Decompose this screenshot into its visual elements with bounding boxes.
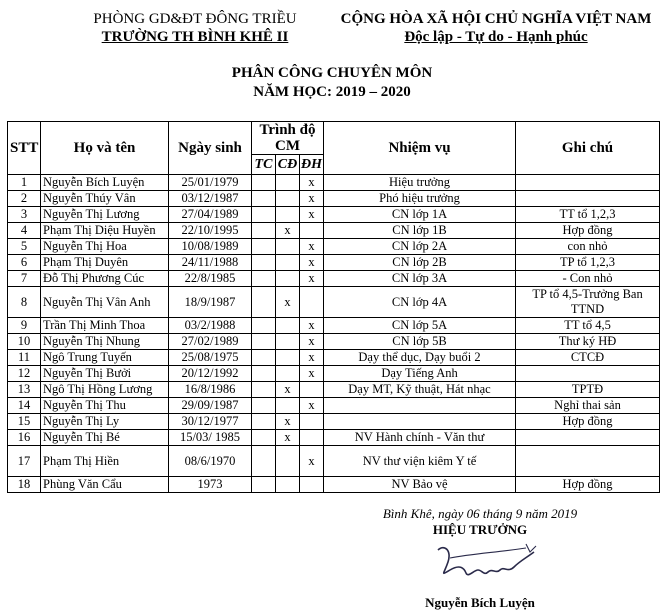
cell-duty: NV Hành chính - Văn thư — [324, 430, 516, 446]
cell-duty: CN lớp 2B — [324, 255, 516, 271]
table-row — [8, 446, 660, 477]
cell-dob: 20/12/1992 — [169, 366, 252, 382]
cell-duty: Phó hiệu trưởng — [324, 191, 516, 207]
table-row — [8, 414, 660, 430]
cell-cd — [276, 334, 300, 350]
table-row — [8, 350, 660, 366]
cell-note: - Con nhỏ — [516, 271, 660, 287]
cell-dh: x — [300, 191, 324, 207]
cell-tc — [252, 207, 276, 223]
cell-dob: 18/9/1987 — [169, 287, 252, 318]
cell-tc — [252, 287, 276, 318]
cell-dob: 25/08/1975 — [169, 350, 252, 366]
cell-duty: CN lớp 5B — [324, 334, 516, 350]
cell-dob: 30/12/1977 — [169, 414, 252, 430]
table-row — [8, 398, 660, 414]
cell-tc — [252, 446, 276, 477]
document-title: PHÂN CÔNG CHUYÊN MÔN — [231, 65, 433, 81]
cell-cd — [276, 175, 300, 191]
cell-note: Hợp đồng — [516, 223, 660, 239]
cell-dob: 25/01/1979 — [169, 175, 252, 191]
cell-note: con nhỏ — [516, 239, 660, 255]
cell-tc — [252, 366, 276, 382]
cell-name: Nguyễn Thị Nhung — [41, 334, 169, 350]
cell-stt: 16 — [8, 430, 41, 446]
cell-dh: x — [300, 271, 324, 287]
cell-note: TPTĐ — [516, 382, 660, 398]
cell-cd — [276, 255, 300, 271]
cell-duty: CN lớp 1A — [324, 207, 516, 223]
cell-dob: 10/08/1989 — [169, 239, 252, 255]
cell-stt: 3 — [8, 207, 41, 223]
cell-stt: 9 — [8, 318, 41, 334]
cell-name: Phạm Thị Duyên — [41, 255, 169, 271]
cell-name: Nguyễn Thị Vân Anh — [41, 287, 169, 318]
org-header — [70, 10, 320, 46]
table-row — [8, 430, 660, 446]
cell-cd: x — [276, 287, 300, 318]
cell-cd: x — [276, 382, 300, 398]
table-row — [8, 271, 660, 287]
cell-note: TT tổ 4,5 — [516, 318, 660, 334]
school-name: TRƯỜNG TH BÌNH KHÊ II — [101, 29, 289, 45]
cell-stt: 12 — [8, 366, 41, 382]
cell-tc — [252, 334, 276, 350]
place-date: Bình Khê, ngày 06 tháng 9 năm 2019 — [382, 506, 578, 521]
cell-note — [516, 175, 660, 191]
cell-cd — [276, 191, 300, 207]
table-body — [8, 175, 660, 493]
cell-tc — [252, 175, 276, 191]
cell-stt: 14 — [8, 398, 41, 414]
cell-cd — [276, 366, 300, 382]
school-year: NĂM HỌC: 2019 – 2020 — [253, 84, 411, 100]
cell-cd — [276, 477, 300, 493]
cell-note: TP tổ 4,5-Trưởng Ban TTND — [516, 287, 660, 318]
cell-dh: x — [300, 239, 324, 255]
cell-cd — [276, 239, 300, 255]
cell-note: CTCĐ — [516, 350, 660, 366]
handwritten-signature — [430, 540, 540, 595]
cell-stt: 13 — [8, 382, 41, 398]
cell-duty: CN lớp 1B — [324, 223, 516, 239]
cell-dh: x — [300, 175, 324, 191]
col-header-name: Họ và tên — [41, 122, 169, 175]
cell-name: Ngô Thị Hồng Lương — [41, 382, 169, 398]
cell-stt: 4 — [8, 223, 41, 239]
table-row — [8, 255, 660, 271]
cell-name: Nguyễn Thị Ly — [41, 414, 169, 430]
cell-dob: 08/6/1970 — [169, 446, 252, 477]
cell-duty: NV thư viện kiêm Y tế — [324, 446, 516, 477]
cell-dh — [300, 223, 324, 239]
signer-name: Nguyễn Bích Luyện — [425, 595, 535, 610]
cell-name: Nguyễn Thị Bưởi — [41, 366, 169, 382]
cell-note: Hợp đồng — [516, 414, 660, 430]
cell-dob: 22/8/1985 — [169, 271, 252, 287]
cell-dh — [300, 287, 324, 318]
cell-duty: CN lớp 5A — [324, 318, 516, 334]
signer-role: HIỆU TRƯỞNG — [432, 522, 528, 537]
cell-stt: 2 — [8, 191, 41, 207]
cell-name: Phạm Thị Diệu Huyền — [41, 223, 169, 239]
col-header-cd: CĐ — [276, 155, 300, 175]
cell-dob: 1973 — [169, 477, 252, 493]
cell-cd: x — [276, 414, 300, 430]
cell-name: Nguyễn Thị Thu — [41, 398, 169, 414]
cell-dob: 15/03/ 1985 — [169, 430, 252, 446]
assignment-table — [7, 121, 660, 493]
table-row — [8, 318, 660, 334]
cell-duty: Hiệu trưởng — [324, 175, 516, 191]
cell-stt: 1 — [8, 175, 41, 191]
cell-stt: 17 — [8, 446, 41, 477]
cell-name: Nguyễn Thị Bé — [41, 430, 169, 446]
cell-tc — [252, 223, 276, 239]
cell-dob: 27/04/1989 — [169, 207, 252, 223]
signature-block — [330, 506, 630, 538]
cell-note — [516, 366, 660, 382]
col-header-stt: STT — [8, 122, 41, 175]
cell-dh: x — [300, 334, 324, 350]
cell-dh — [300, 414, 324, 430]
cell-name: Nguyễn Thị Hoa — [41, 239, 169, 255]
col-header-dh: ĐH — [300, 155, 324, 175]
table-row — [8, 239, 660, 255]
table-row — [8, 477, 660, 493]
cell-cd: x — [276, 223, 300, 239]
cell-tc — [252, 398, 276, 414]
table-row — [8, 287, 660, 318]
cell-duty — [324, 414, 516, 430]
cell-dh: x — [300, 366, 324, 382]
cell-dob: 22/10/1995 — [169, 223, 252, 239]
cell-stt: 8 — [8, 287, 41, 318]
cell-cd — [276, 446, 300, 477]
cell-dob: 03/2/1988 — [169, 318, 252, 334]
cell-cd — [276, 398, 300, 414]
col-header-tc: TC — [252, 155, 276, 175]
table-row — [8, 175, 660, 191]
table-row — [8, 366, 660, 382]
cell-name: Đỗ Thị Phương Cúc — [41, 271, 169, 287]
cell-cd — [276, 318, 300, 334]
cell-tc — [252, 430, 276, 446]
cell-stt: 6 — [8, 255, 41, 271]
cell-note: Thư ký HĐ — [516, 334, 660, 350]
cell-dh — [300, 477, 324, 493]
cell-stt: 5 — [8, 239, 41, 255]
national-header — [326, 10, 664, 46]
cell-tc — [252, 477, 276, 493]
table-row — [8, 223, 660, 239]
cell-tc — [252, 318, 276, 334]
cell-stt: 15 — [8, 414, 41, 430]
cell-cd — [276, 350, 300, 366]
motto: Độc lập - Tự do - Hạnh phúc — [404, 29, 588, 45]
cell-tc — [252, 239, 276, 255]
cell-dh: x — [300, 350, 324, 366]
cell-name: Ngô Trung Tuyến — [41, 350, 169, 366]
country-name: CỘNG HÒA XÃ HỘI CHỦ NGHĨA VIỆT NAM — [340, 11, 652, 27]
cell-note: TT tổ 1,2,3 — [516, 207, 660, 223]
cell-note — [516, 430, 660, 446]
cell-tc — [252, 191, 276, 207]
table-row — [8, 191, 660, 207]
cell-dob: 24/11/1988 — [169, 255, 252, 271]
cell-dob: 29/09/1987 — [169, 398, 252, 414]
cell-cd — [276, 271, 300, 287]
col-header-duty: Nhiệm vụ — [324, 122, 516, 175]
col-header-note: Ghi chú — [516, 122, 660, 175]
cell-stt: 10 — [8, 334, 41, 350]
department-name: PHÒNG GD&ĐT ĐÔNG TRIỀU — [93, 11, 297, 27]
cell-cd: x — [276, 430, 300, 446]
cell-dob: 27/02/1989 — [169, 334, 252, 350]
cell-duty: Dạy thể dục, Dạy buổi 2 — [324, 350, 516, 366]
cell-name: Phạm Thị Hiền — [41, 446, 169, 477]
cell-stt: 18 — [8, 477, 41, 493]
cell-duty: NV Bảo vệ — [324, 477, 516, 493]
cell-stt: 11 — [8, 350, 41, 366]
cell-dh: x — [300, 398, 324, 414]
cell-dob: 03/12/1987 — [169, 191, 252, 207]
cell-name: Trần Thị Minh Thoa — [41, 318, 169, 334]
cell-dh: x — [300, 207, 324, 223]
cell-tc — [252, 382, 276, 398]
cell-tc — [252, 350, 276, 366]
table-row — [8, 382, 660, 398]
cell-duty: Dạy Tiếng Anh — [324, 366, 516, 382]
cell-tc — [252, 414, 276, 430]
cell-name: Nguyễn Thị Lương — [41, 207, 169, 223]
cell-note: TP tổ 1,2,3 — [516, 255, 660, 271]
table-row — [8, 207, 660, 223]
cell-note: Nghỉ thai sản — [516, 398, 660, 414]
cell-duty: CN lớp 2A — [324, 239, 516, 255]
cell-dh: x — [300, 318, 324, 334]
cell-name: Phùng Văn Cẩu — [41, 477, 169, 493]
cell-note — [516, 446, 660, 477]
cell-tc — [252, 255, 276, 271]
cell-dh — [300, 382, 324, 398]
cell-dh: x — [300, 446, 324, 477]
cell-name: Nguyễn Bích Luyện — [41, 175, 169, 191]
cell-duty: CN lớp 3A — [324, 271, 516, 287]
col-header-dob: Ngày sinh — [169, 122, 252, 175]
table-row — [8, 334, 660, 350]
col-header-level: Trình độ CM — [252, 122, 324, 155]
cell-stt: 7 — [8, 271, 41, 287]
cell-dob: 16/8/1986 — [169, 382, 252, 398]
cell-note — [516, 191, 660, 207]
cell-dh — [300, 430, 324, 446]
cell-tc — [252, 271, 276, 287]
cell-cd — [276, 207, 300, 223]
cell-note: Hợp đồng — [516, 477, 660, 493]
cell-duty — [324, 398, 516, 414]
cell-duty: Dạy MT, Kỹ thuật, Hát nhạc — [324, 382, 516, 398]
cell-name: Nguyễn Thúy Vân — [41, 191, 169, 207]
cell-duty: CN lớp 4A — [324, 287, 516, 318]
cell-dh: x — [300, 255, 324, 271]
